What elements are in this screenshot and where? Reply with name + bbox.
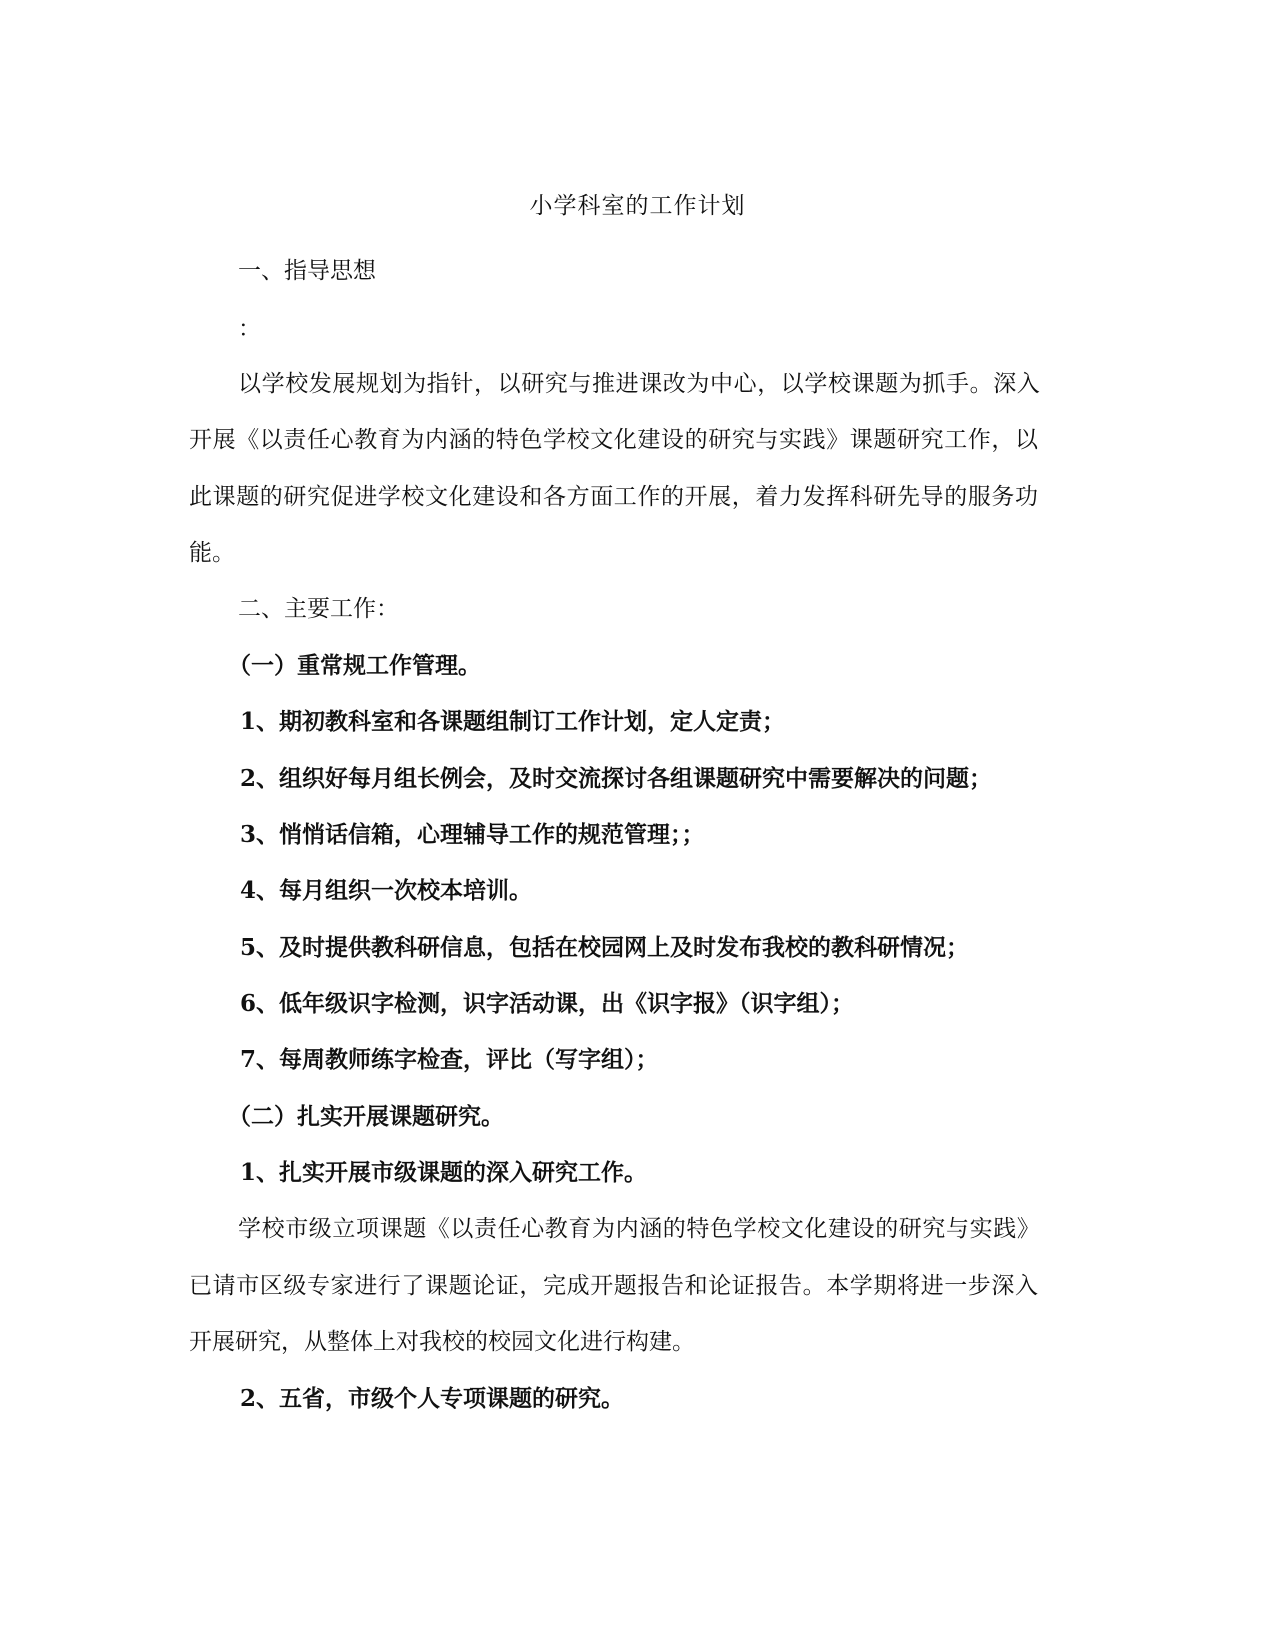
paragraph-line: 以学校发展规划为指针，以研究与推进课改为中心，以学校课题为抓手。深入 [238, 371, 1041, 397]
paragraph-line: 学校市级立项课题《以责任心教育为内涵的特色学校文化建设的研究与实践》 [238, 1216, 1041, 1242]
section-heading-guiding-ideology: 一、指导思想 [238, 258, 376, 284]
list-item: 2、五省，市级个人专项课题的研究。 [240, 1385, 625, 1412]
paragraph-line: 开展研究，从整体上对我校的校园文化进行构建。 [189, 1329, 695, 1355]
list-item: 6、低年级识字检测，识字活动课，出《识字报》（识字组）； [240, 990, 855, 1017]
paragraph-line: 已请市区级专家进行了课题论证，完成开题报告和论证报告。本学期将进一步深入 [189, 1273, 1039, 1299]
paragraph-line: 开展《以责任心教育为内涵的特色学校文化建设的研究与实践》课题研究工作，以 [189, 427, 1039, 453]
list-item: 2、组织好每月组长例会，及时交流探讨各组课题研究中需要解决的问题； [240, 765, 993, 792]
section-heading-main-work: 二、主要工作： [238, 596, 399, 622]
list-item: 1、期初教科室和各课题组制订工作计划，定人定责； [240, 708, 786, 735]
list-item: 7、每周教师练字检查，评比（写字组）； [240, 1046, 659, 1073]
subsection-heading-topic-research: （二）扎实开展课题研究。 [228, 1103, 504, 1130]
list-item: 4、每月组织一次校本培训。 [240, 877, 533, 904]
paragraph-line: 此课题的研究促进学校文化建设和各方面工作的开展，着力发挥科研先导的服务功 [189, 484, 1039, 510]
colon-mark: ： [238, 316, 261, 342]
list-item: 5、及时提供教科研信息，包括在校园网上及时发布我校的教科研情况； [240, 934, 970, 961]
paragraph-line: 能。 [189, 540, 235, 566]
list-item: 1、扎实开展市级课题的深入研究工作。 [240, 1159, 648, 1186]
subsection-heading-routine-management: （一）重常规工作管理。 [228, 652, 481, 679]
list-item: 3、悄悄话信箱，心理辅导工作的规范管理；； [240, 821, 705, 848]
document-title: 小学科室的工作计划 [529, 193, 746, 219]
